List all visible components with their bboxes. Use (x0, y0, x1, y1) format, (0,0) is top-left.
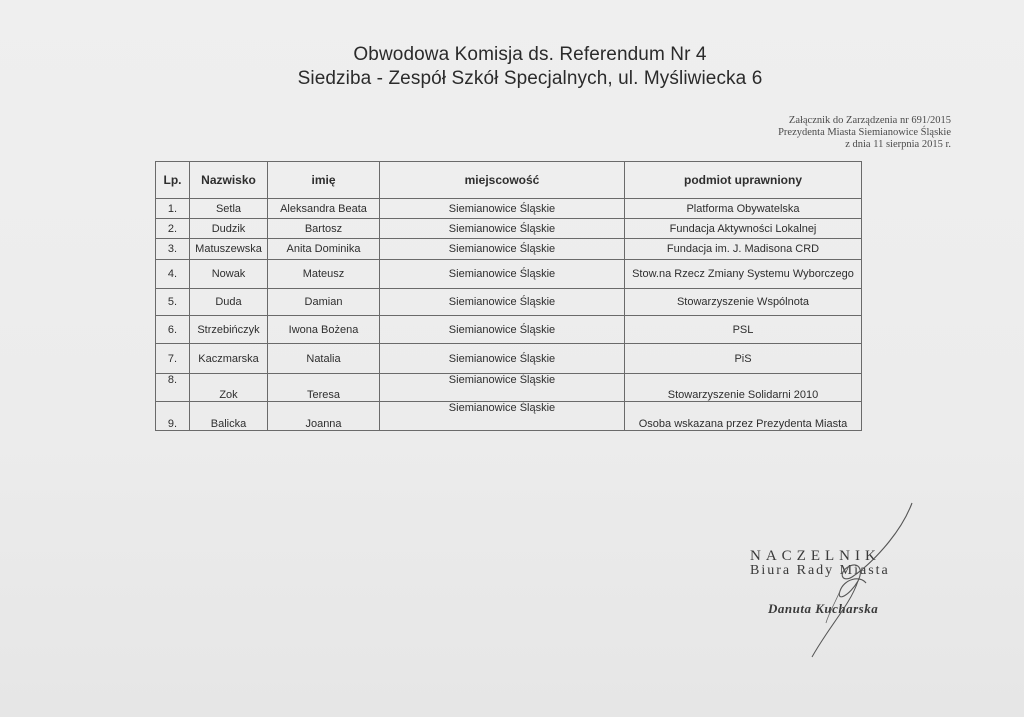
cell-lp: 1. (156, 199, 190, 219)
table-row (156, 316, 862, 344)
cell-nazwisko: Dudzik (190, 219, 268, 239)
cell-miejscowosc: Siemianowice Śląskie (380, 402, 625, 431)
stamp-title: NACZELNIK (750, 548, 881, 564)
cell-podmiot: Fundacja Aktywności Lokalnej (625, 219, 862, 239)
cell-lp: 5. (156, 289, 190, 316)
table-row (156, 289, 862, 316)
cell-imie: Aleksandra Beata (268, 199, 380, 219)
table-row (156, 344, 862, 374)
document-subtitle: Siedziba - Zespół Szkół Specjalnych, ul. Myśliwiecka 6 (297, 68, 763, 89)
cell-miejscowosc: Siemianowice Śląskie (380, 199, 625, 219)
cell-miejscowosc: Siemianowice Śląskie (380, 344, 625, 374)
header-podmiot: podmiot uprawniony (625, 162, 862, 199)
cell-podmiot: Stowarzyszenie Wspólnota (625, 289, 862, 316)
handwritten-signature (800, 495, 930, 665)
cell-podmiot: PSL (625, 316, 862, 344)
cell-podmiot: Platforma Obywatelska (625, 199, 862, 219)
cell-miejscowosc: Siemianowice Śląskie (380, 316, 625, 344)
cell-imie: Bartosz (268, 219, 380, 239)
cell-podmiot: Stowarzyszenie Solidarni 2010 (625, 374, 862, 402)
attachment-note (778, 115, 951, 151)
cell-podmiot: PiS (625, 344, 862, 374)
cell-lp: 4. (156, 260, 190, 289)
table-row (156, 374, 862, 402)
attachment-line-2: Prezydenta Miasta Siemianowice Śląskie (778, 127, 951, 138)
cell-miejscowosc: Siemianowice Śląskie (380, 219, 625, 239)
cell-miejscowosc: Siemianowice Śląskie (380, 260, 625, 289)
cell-podmiot: Fundacja im. J. Madisona CRD (625, 239, 862, 260)
cell-nazwisko: Balicka (190, 402, 268, 431)
header-imie: imię (268, 162, 380, 199)
stamp-office: Biura Rady Miasta (750, 563, 890, 578)
attachment-line-1: Załącznik do Zarządzenia nr 691/2015 (788, 115, 951, 126)
stamp-name: Danuta Kucharska (768, 601, 879, 616)
table-row (156, 402, 862, 431)
cell-imie: Teresa (268, 374, 380, 402)
cell-nazwisko: Duda (190, 289, 268, 316)
document-title: Obwodowa Komisja ds. Referendum Nr 4 (353, 44, 707, 65)
cell-podmiot: Osoba wskazana przez Prezydenta Miasta (625, 402, 862, 431)
cell-imie: Anita Dominika (268, 239, 380, 260)
cell-lp: 3. (156, 239, 190, 260)
cell-imie: Joanna (268, 402, 380, 431)
table-row (156, 219, 862, 239)
cell-miejscowosc: Siemianowice Śląskie (380, 239, 625, 260)
cell-miejscowosc: Siemianowice Śląskie (380, 289, 625, 316)
commission-members-table (155, 161, 862, 431)
cell-imie: Natalia (268, 344, 380, 374)
cell-nazwisko: Nowak (190, 260, 268, 289)
attachment-line-3: z dnia 11 sierpnia 2015 r. (845, 139, 951, 150)
cell-lp: 6. (156, 316, 190, 344)
cell-podmiot: Stow.na Rzecz Zmiany Systemu Wyborczego (625, 260, 862, 289)
header-lp: Lp. (156, 162, 190, 199)
header-nazwisko: Nazwisko (190, 162, 268, 199)
cell-lp: 2. (156, 219, 190, 239)
cell-imie: Iwona Bożena (268, 316, 380, 344)
cell-nazwisko: Setla (190, 199, 268, 219)
cell-nazwisko: Strzebińczyk (190, 316, 268, 344)
cell-imie: Damian (268, 289, 380, 316)
cell-miejscowosc: Siemianowice Śląskie (380, 374, 625, 402)
cell-nazwisko: Kaczmarska (190, 344, 268, 374)
table-row (156, 199, 862, 219)
cell-lp: 8. (156, 374, 190, 402)
cell-nazwisko: Zok (190, 374, 268, 402)
header-miejscowosc: miejscowość (380, 162, 625, 199)
cell-imie: Mateusz (268, 260, 380, 289)
cell-lp: 7. (156, 344, 190, 374)
cell-lp: 9. (156, 402, 190, 431)
table-header-row (156, 162, 862, 199)
table-row (156, 260, 862, 289)
cell-nazwisko: Matuszewska (190, 239, 268, 260)
table-row (156, 239, 862, 260)
